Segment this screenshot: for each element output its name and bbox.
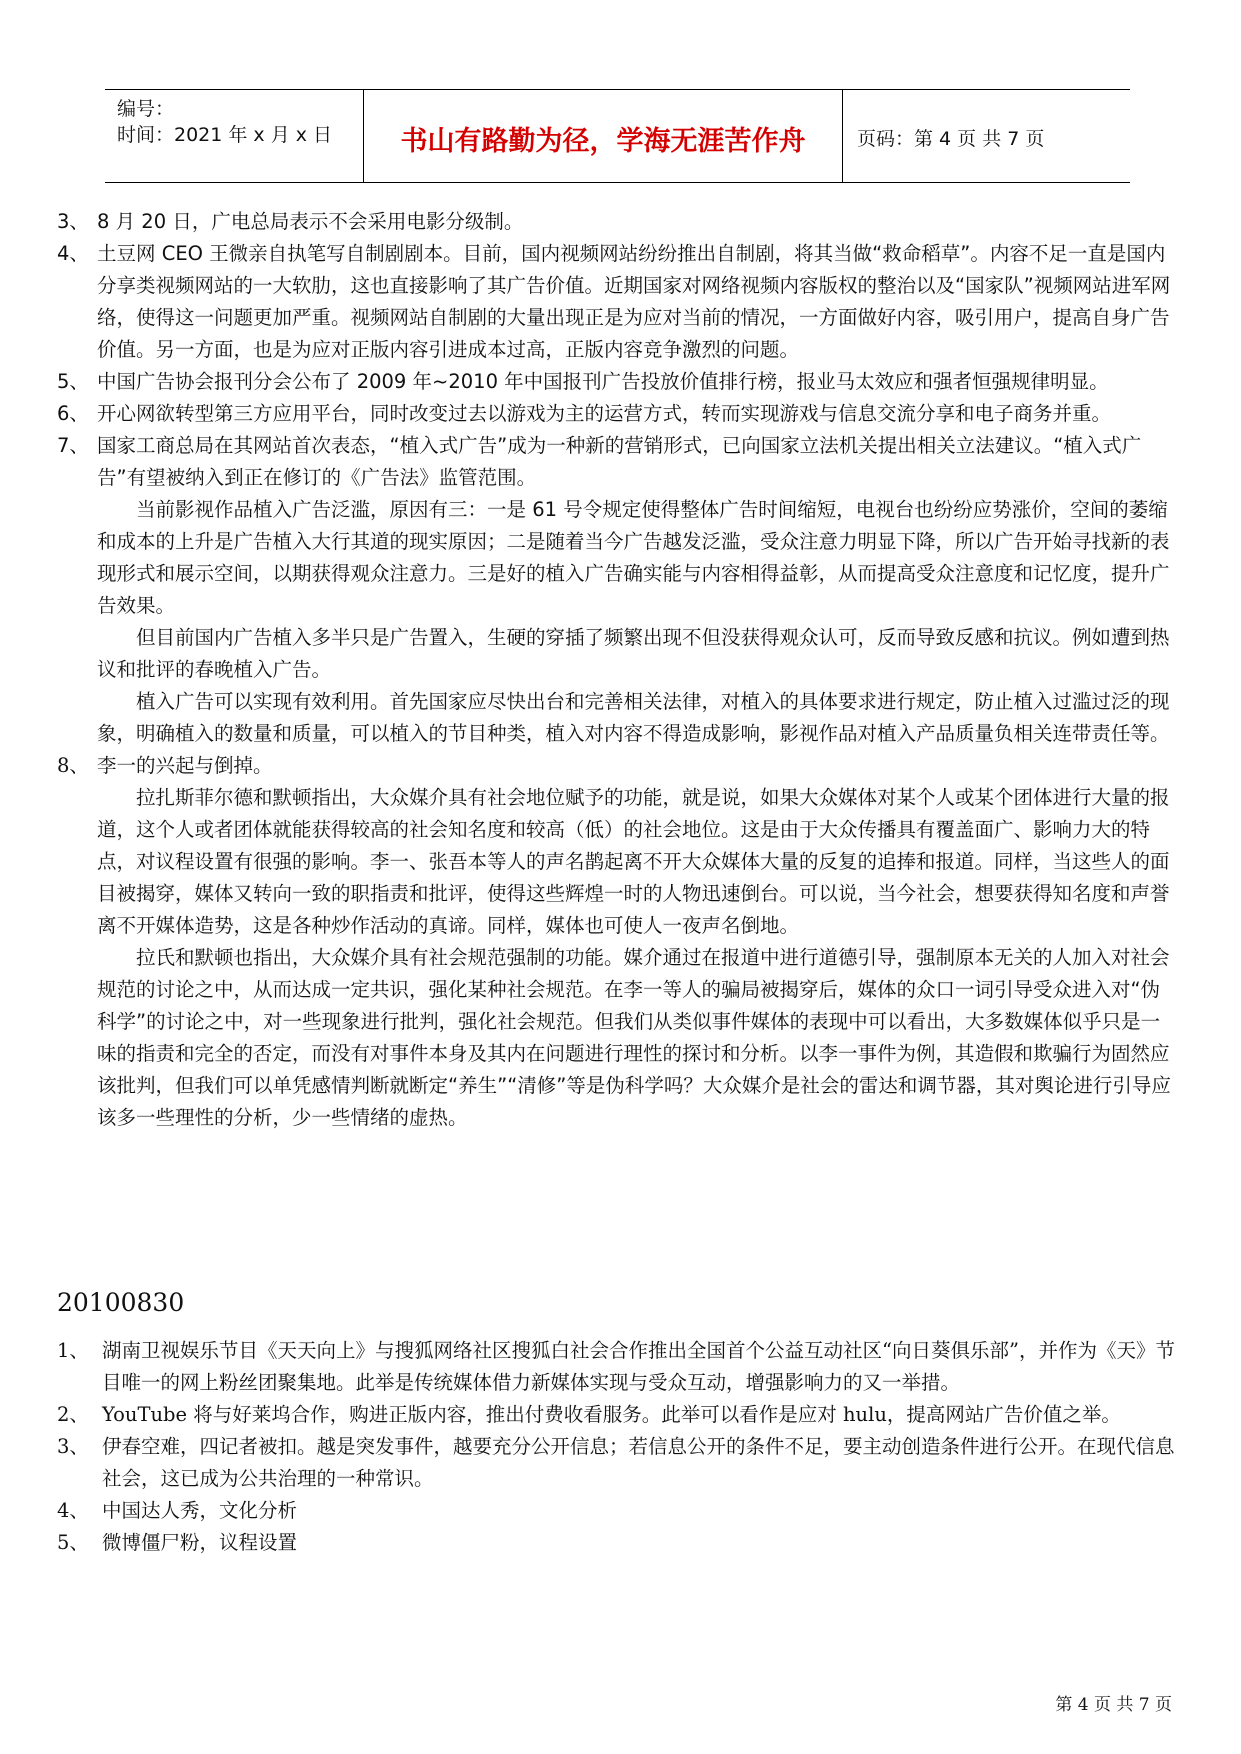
list-item-number: 5、 [57, 370, 89, 393]
body-paragraph: 植入广告可以实现有效利用。首先国家应尽快出台和完善相关法律，对植入的具体要求进行规定，防止植入过滥过泛的现象，明确植入的数量和质量，可以植入的节目种类，植入对内容不得造成影响，影视作品对植入产品质量负相关连带责任等。 [97, 690, 1170, 745]
document-time-label: 时间：2021 年 x 月 x 日 [117, 124, 333, 146]
section-heading: 20100830 [57, 1288, 185, 1317]
list-item [57, 1335, 1177, 1399]
document-number-label: 编号： [117, 98, 175, 120]
list-item [57, 1527, 1177, 1559]
list-item [57, 750, 1177, 782]
list-item [57, 366, 1177, 398]
list-item [57, 1431, 1177, 1495]
list-item-number: 7、 [57, 434, 89, 457]
body-paragraph: 但目前国内广告植入多半只是广告置入，生硬的穿插了频繁出现不但没获得观众认可，反而导致反感和抗议。例如遭到热议和批评的春晚植入广告。 [97, 626, 1170, 681]
list-item-text: 微博僵尸粉，议程设置 [102, 1531, 298, 1554]
list-item-text: 国家工商总局在其网站首次表态，“植入式广告”成为一种新的营销形式，已向国家立法机关提出相关立法建议。“植入式广告”有望被纳入到正在修订的《广告法》监管范围。 [97, 434, 1142, 489]
list-item [57, 238, 1177, 366]
list-item-text: 中国广告协会报刊分会公布了 2009 年~2010 年中国报刊广告投放价值排行榜，报业马太效应和强者恒强规律明显。 [97, 370, 1109, 393]
header-motto-cell [364, 90, 843, 182]
list-item-text: 李一的兴起与倒掉。 [97, 754, 273, 777]
document-body [57, 206, 1177, 1134]
page-footer: 第 4 页 共 7 页 [1055, 1695, 1172, 1715]
list-item [57, 1495, 1177, 1527]
list-item [57, 1399, 1177, 1431]
header-meta-cell [105, 90, 364, 182]
list-item-number: 3、 [57, 1435, 89, 1458]
list-item-text: 8 月 20 日，广电总局表示不会采用电影分级制。 [97, 210, 524, 233]
list-item-number: 4、 [57, 242, 89, 265]
list-item-number: 2、 [57, 1403, 89, 1426]
section-body [57, 1335, 1177, 1559]
header-page-number: 页码：第 4 页 共 7 页 [857, 128, 1045, 150]
body-paragraph: 拉氏和默顿也指出，大众媒介具有社会规范强制的功能。媒介通过在报道中进行道德引导，强制原本无关的人加入对社会规范的讨论之中，从而达成一定共识，强化某种社会规范。在李一等人的骗局被揭穿后，媒体的众口一词引导受众进入对“伪科学”的讨论之中，对一些现象进行批判，强化社会规范。但我们从类似事件媒体的表现中可以看出，大多数媒体似乎只是一味的指责和完全的否定，而没有对事件本身及其内在问题进行理性的探讨和分析。以李一事件为例，其造假和欺骗行为固然应该批判，但我们可以单凭感情判断就断定“养生”“清修”等是伪科学吗？大众媒介是社会的雷达和调节器，其对舆论进行引导应该多一些理性的分析，少一些情绪的虚热。 [97, 946, 1171, 1129]
body-paragraph: 当前影视作品植入广告泛滥，原因有三：一是 61 号令规定使得整体广告时间缩短，电视台也纷纷应势涨价，空间的萎缩和成本的上升是广告植入大行其道的现实原因；二是随着当今广告越发泛滥，受众注意力明显下降，所以广告开始寻找新的表现形式和展示空间，以期获得观众注意力。三是好的植入广告确实能与内容相得益彰，从而提高受众注意度和记忆度，提升广告效果。 [97, 498, 1170, 617]
list-item-number: 6、 [57, 402, 89, 425]
list-item [57, 398, 1177, 430]
list-item-text: 中国达人秀，文化分析 [102, 1499, 298, 1522]
list-item-number: 5、 [57, 1531, 89, 1554]
list-item-number: 1、 [57, 1339, 89, 1362]
list-item-number: 8、 [57, 754, 89, 777]
header-page-cell [843, 90, 1130, 182]
list-item-number: 4、 [57, 1499, 89, 1522]
list-item-text: 湖南卫视娱乐节目《天天向上》与搜狐网络社区搜狐白社会合作推出全国首个公益互动社区“向日葵俱乐部”，并作为《天》节目唯一的网上粉丝团聚集地。此举是传统媒体借力新媒体实现与受众互动，增强影响力的又一举措。 [102, 1339, 1175, 1394]
list-item-number: 3、 [57, 210, 89, 233]
header-motto: 书山有路勤为径，学海无涯苦作舟 [400, 126, 806, 157]
body-paragraph: 拉扎斯菲尔德和默顿指出，大众媒介具有社会地位赋予的功能，就是说，如果大众媒体对某个人或某个团体进行大量的报道，这个人或者团体就能获得较高的社会知名度和较高（低）的社会地位。这是由于大众传播具有覆盖面广、影响力大的特点，对议程设置有很强的影响。李一、张吾本等人的声名鹊起离不开大众媒体大量的反复的追捧和报道。同样，当这些人的面目被揭穿，媒体又转向一致的职指责和批评，使得这些辉煌一时的人物迅速倒台。可以说，当今社会，想要获得知名度和声誉离不开媒体造势，这是各种炒作活动的真谛。同样，媒体也可使人一夜声名倒地。 [97, 786, 1170, 937]
list-item [57, 206, 1177, 238]
list-item [57, 430, 1177, 494]
list-item-text: 土豆网 CEO 王微亲自执笔写自制剧剧本。目前，国内视频网站纷纷推出自制剧，将其当做“救命稻草”。内容不足一直是国内分享类视频网站的一大软肋，这也直接影响了其广告价值。近期国家对网络视频内容版权的整治以及“国家队”视频网站进军网络，使得这一问题更加严重。视频网站自制剧的大量出现正是为应对当前的情况，一方面做好内容，吸引用户，提高自身广告价值。另一方面，也是为应对正版内容引进成本过高，正版内容竞争激烈的问题。 [97, 242, 1171, 361]
page-header [105, 89, 1130, 183]
list-item-text: YouTube 将与好莱坞合作，购进正版内容，推出付费收看服务。此举可以看作是应对 hulu，提高网站广告价值之举。 [102, 1403, 1121, 1426]
list-item-text: 开心网欲转型第三方应用平台，同时改变过去以游戏为主的运营方式，转而实现游戏与信息交流分享和电子商务并重。 [97, 402, 1112, 425]
list-item-text: 伊春空难，四记者被扣。越是突发事件，越要充分公开信息；若信息公开的条件不足，要主动创造条件进行公开。在现代信息社会，这已成为公共治理的一种常识。 [102, 1435, 1175, 1490]
